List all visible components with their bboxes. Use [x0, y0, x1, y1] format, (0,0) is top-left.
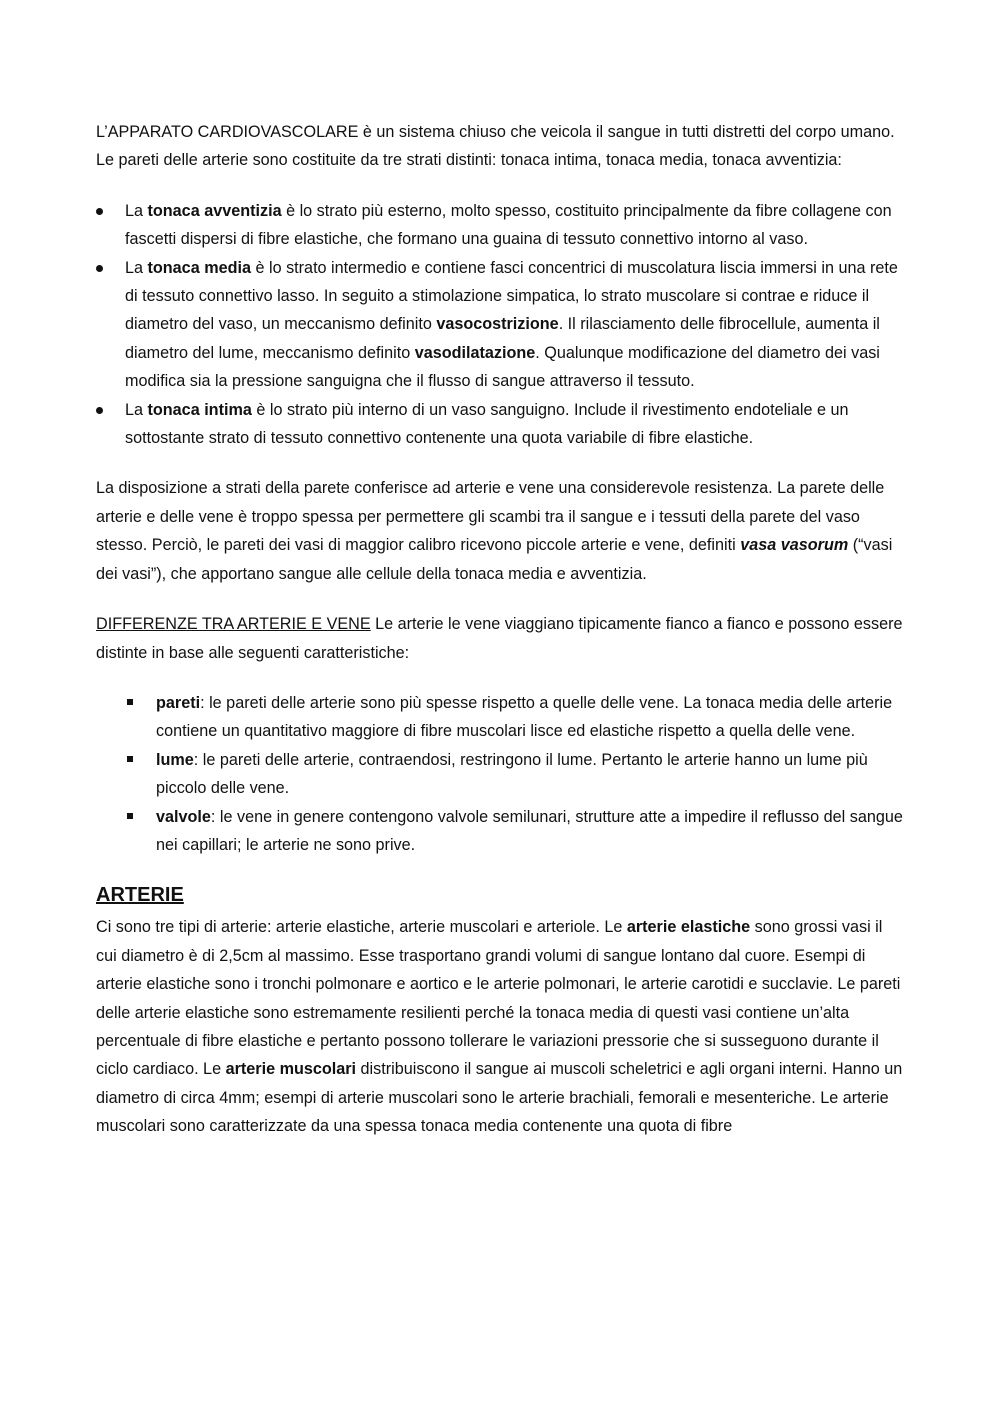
- differences-title: DIFFERENZE TRA ARTERIE E VENE: [96, 615, 371, 634]
- term-tonaca-intima: tonaca intima: [147, 400, 252, 419]
- term-vasodilatazione: vasodilatazione: [414, 343, 536, 362]
- differences-paragraph: DIFFERENZE TRA ARTERIE E VENE Le arterie le vene viaggiano tipicamente fianco a fianco e possono essere distinte in base alle seguenti caratteristiche:: [96, 615, 903, 662]
- term-arterie-muscolari: arterie muscolari: [225, 1060, 357, 1079]
- list-item: La tonaca media è lo strato intermedio e contiene fasci concentrici di muscolatura liscia immersi in una rete di tessuto connettivo lasso. In seguito a stimolazione simpatica, lo strato muscolare si contrae e riduce il diametro del vaso, un meccanismo definito vasocostrizione. Il rilasciamento delle fibrocellule, aumenta il diametro del lume, meccanismo definito vasodilatazione. Qualunque modificazione del diametro dei vasi modifica sia la pressione sanguigna che il flusso di sangue attraverso il tessuto.: [96, 254, 905, 396]
- term-lume: lume: [156, 750, 194, 769]
- term-vasa-vasorum: vasa vasorum: [740, 536, 849, 555]
- list-item: La tonaca intima è lo strato più interno di un vaso sanguigno. Include il rivestimento endoteliale e un sottostante strato di tessuto connettivo contenente una quota variabile di fibre elastiche.: [96, 396, 905, 453]
- list-item: lume: le pareti delle arterie, contraendosi, restringono il lume. Pertanto le arterie hanno un lume più piccolo delle vene.: [127, 746, 905, 803]
- term-vasocostrizione: vasocostrizione: [436, 315, 559, 334]
- list-item: valvole: le vene in genere contengono valvole semilunari, strutture atte a impedire il reflusso del sangue nei capillari; le arterie ne sono prive.: [127, 803, 905, 860]
- list-item: La tonaca avventizia è lo strato più esterno, molto spesso, costituito principalmente da fibre collagene con fascetti dispersi di fibre elastiche, che formano una guaina di tessuto connettivo intorno al vaso.: [96, 197, 905, 254]
- intro-paragraph: L’APPARATO CARDIOVASCOLARE è un sistema chiuso che veicola il sangue in tutti distretti del corpo umano. Le pareti delle arterie sono costituite da tre strati distinti: tonaca intima, tonaca media, tonaca avventizia:: [96, 123, 895, 170]
- list-item: pareti: le pareti delle arterie sono più spesse rispetto a quelle delle vene. La tonaca media delle arterie contiene un quantitativo maggiore di fibre muscolari lisce ed elastiche rispetto a quella delle vene.: [127, 689, 905, 746]
- term-tonaca-media: tonaca media: [147, 258, 251, 277]
- term-arterie-elastiche: arterie elastiche: [626, 918, 751, 937]
- differences-list: [96, 689, 905, 859]
- term-valvole: valvole: [156, 807, 211, 826]
- wall-layers-list: [96, 197, 905, 453]
- arterie-paragraph: Ci sono tre tipi di arterie: arterie elastiche, arterie muscolari e arteriole. Le arterie elastiche sono grossi vasi il cui diametro è di 2,5cm al massimo. Esse trasportano grandi volumi di sangue lontano dal cuore. Esempi di arterie elastiche sono i tronchi polmonare e aortico e le arterie polmonari, le arterie carotidi e succlavie. Le pareti delle arterie elastiche sono estremamente resilienti perché la tonaca media di questi vasi contiene un’alta percentuale di fibre elastiche e pertanto possono tollerare le variazioni pressorie che si susseguono durante il ciclo cardiaco. Le arterie muscolari distribuiscono il sangue ai muscoli scheletrici e agli organi interni. Hanno un diametro di circa 4mm; esempi di arterie muscolari sono le arterie brachiali, femorali e mesenteriche. Le arterie muscolari sono caratterizzate da una spessa tonaca media contenente una quota di fibre: [96, 918, 903, 1136]
- term-tonaca-avventizia: tonaca avventizia: [147, 201, 282, 220]
- section-heading-arterie: ARTERIE: [96, 884, 184, 907]
- term-pareti: pareti: [156, 693, 201, 712]
- vasa-vasorum-paragraph: La disposizione a strati della parete conferisce ad arterie e vene una considerevole resistenza. La parete delle arterie e delle vene è troppo spessa per permettere gli scambi tra il sangue e i tessuti della parete del vaso stesso. Perciò, le pareti dei vasi di maggior calibro ricevono piccole arterie e vene, definiti vasa vasorum (“vasi dei vasi”), che apportano sangue alle cellule della tonaca media e avventizia.: [96, 479, 893, 583]
